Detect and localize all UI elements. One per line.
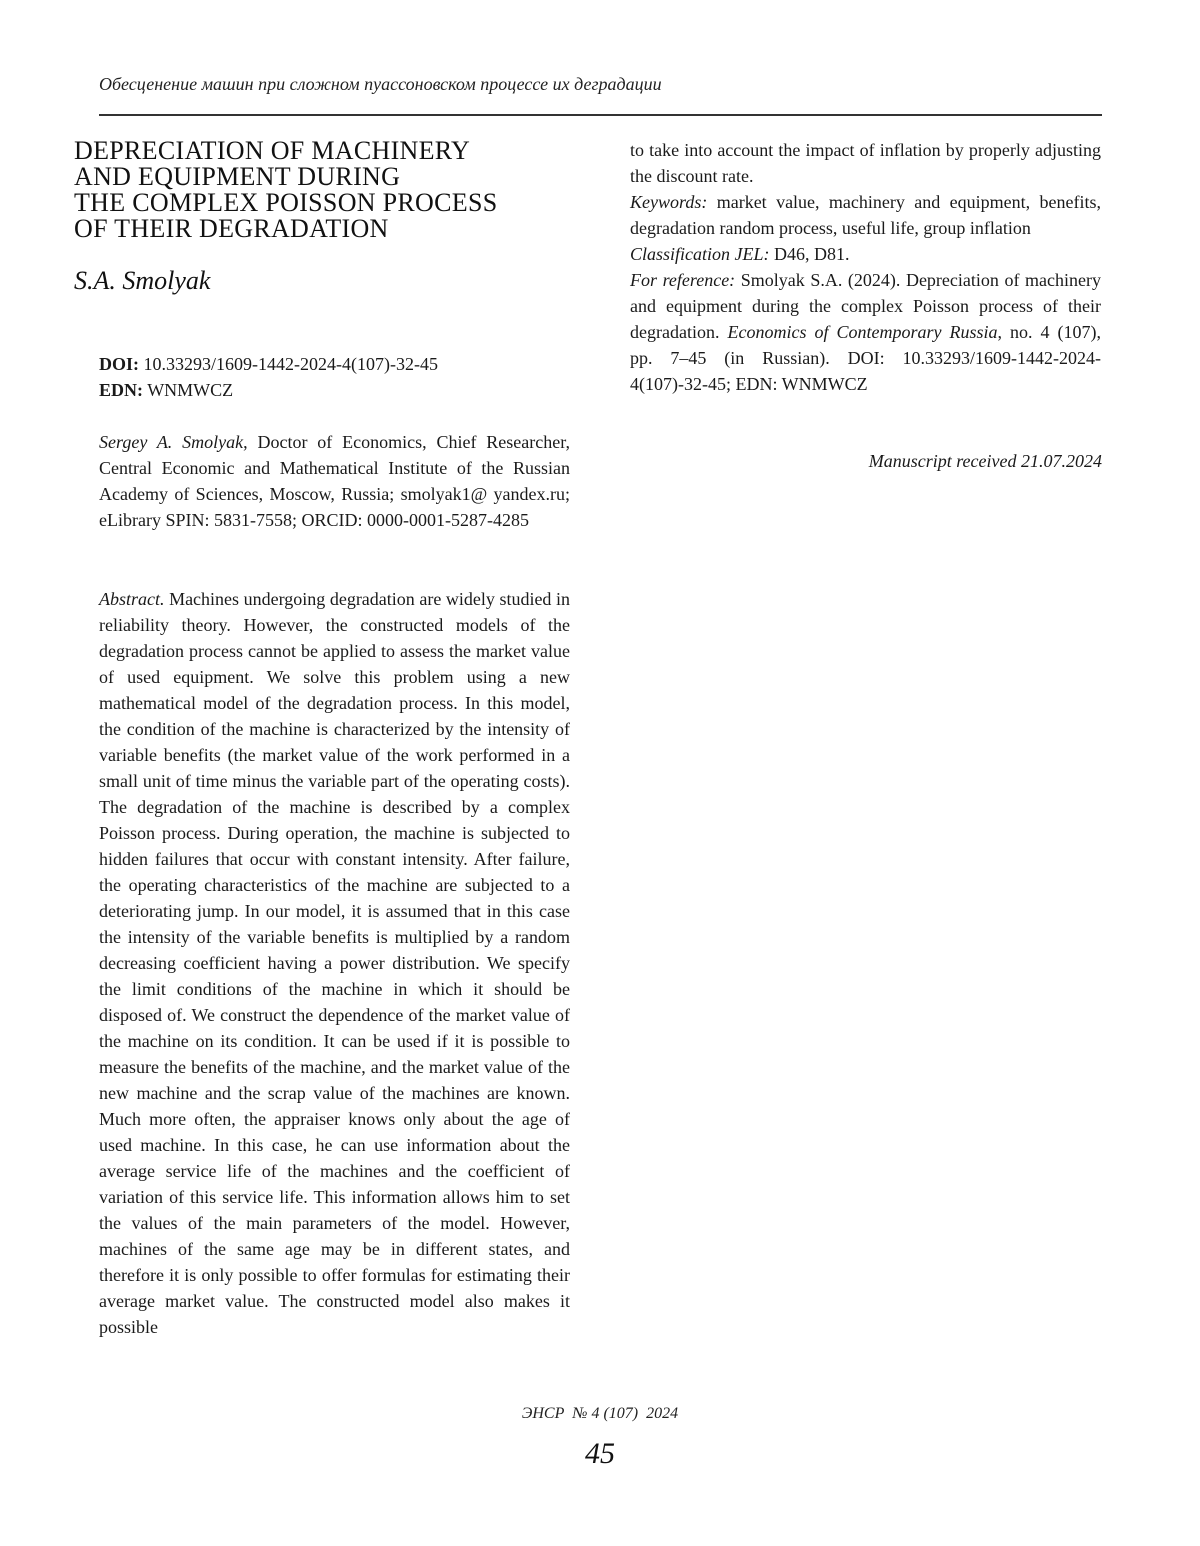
author-name: S.A. Smolyak	[74, 266, 211, 295]
abstract	[99, 586, 570, 1340]
jel-classification	[630, 241, 1101, 267]
title-line: THE COMPLEX POISSON PROCESS	[74, 188, 498, 217]
edn-value: WNMWCZ	[147, 380, 234, 400]
abstract-continuation: to take into account the impact of inflation by properly adjusting the discount rate.	[630, 140, 1101, 186]
keywords-text: market value, machinery and equipment, benefits, degradation random process, useful life, group inflation	[630, 192, 1101, 238]
reference-label: For reference:	[630, 270, 736, 290]
reference-text: Smolyak S.A. (2024). Depreciation of machinery and equipment during the complex Poisson process of their degradation.	[630, 270, 1101, 342]
jel-text: D46, D81.	[769, 244, 850, 264]
abstract-label: Abstract.	[99, 589, 165, 609]
abstract-text: Machines undergoing degradation are widely studied in reliability theory. However, the constructed models of the degradation process cannot be applied to assess the market value of used equipment. We solve this problem using a new mathematical model of the degradation process. In this model, the condition of the machine is characterized by the intensity of variable benefits (the market value of the work performed in a small unit of time minus the variable part of the operating costs). The degradation of the machine is described by a complex Poisson process. During operation, the machine is subjected to hidden failures that occur with constant intensity. After failure, the operating characteristics of the machine are subjected to a deteriorating jump. In our model, it is assumed that in this case the intensity of the variable benefits is multiplied by a random decreasing coefficient having a power distribution. We specify the limit conditions of the machine in which it should be disposed of. We construct the dependence of the market value of the machine on its condition. It can be used if it is possible to measure the benefits of the machine, and the market value of the new machine and the scrap value of the machines are known. Much more often, the appraiser knows only about the age of used machine. In this case, he can use information about the average service life of the machines and the coefficient of variation of this service life. This information allows him to set the values of the main parameters of the model. However, machines of the same age may be in different states, and therefore it is only possible to offer formulas for estimating their average market value. The constructed model also makes it possible	[99, 589, 570, 1337]
doi-line	[99, 351, 570, 377]
title-line: OF THEIR DEGRADATION	[74, 214, 389, 243]
edn-label: EDN:	[99, 380, 143, 400]
journal-issue: ЭНСР № 4 (107) 2024	[521, 1405, 679, 1422]
author-affiliation	[99, 429, 570, 533]
affiliation-name: Sergey A. Smolyak	[99, 432, 244, 452]
running-title: Обесценение машин при сложном пуассоновском процессе их деградации	[99, 74, 662, 94]
citation-reference	[630, 267, 1101, 397]
manuscript-received: Manuscript received 21.07.2024	[868, 451, 1102, 471]
title-line: DEPRECIATION OF MACHINERY	[74, 136, 471, 165]
reference-details: , no. 4 (107), pp. 7–45 (in Russian). DOI: 10.33293/1609-1442-2024-4(107)-32-45; EDN: WNMWCZ	[630, 322, 1101, 394]
keywords	[630, 189, 1101, 241]
reference-journal: Economics of Contemporary Russia	[727, 322, 998, 342]
article-title	[74, 138, 574, 242]
edn-line	[99, 377, 570, 403]
affiliation-text: , Doctor of Economics, Chief Researcher, Central Economic and Mathematical Institute of the Russian Academy of Sciences, Moscow, Russia; smolyak1@ yandex.ru; eLibrary SPIN: 5831-7558; ORCID: 0000-0001-5287-4285	[99, 432, 570, 530]
right-column	[630, 137, 1101, 397]
title-line: AND EQUIPMENT DURING	[74, 162, 401, 191]
header-divider	[99, 114, 1102, 116]
identifiers	[99, 351, 570, 403]
jel-label: Classification JEL:	[630, 244, 770, 264]
doi-value: 10.33293/1609-1442-2024-4(107)-32-45	[143, 354, 438, 374]
keywords-label: Keywords:	[630, 192, 708, 212]
doi-label: DOI:	[99, 354, 139, 374]
page-number: 45	[585, 1437, 615, 1470]
